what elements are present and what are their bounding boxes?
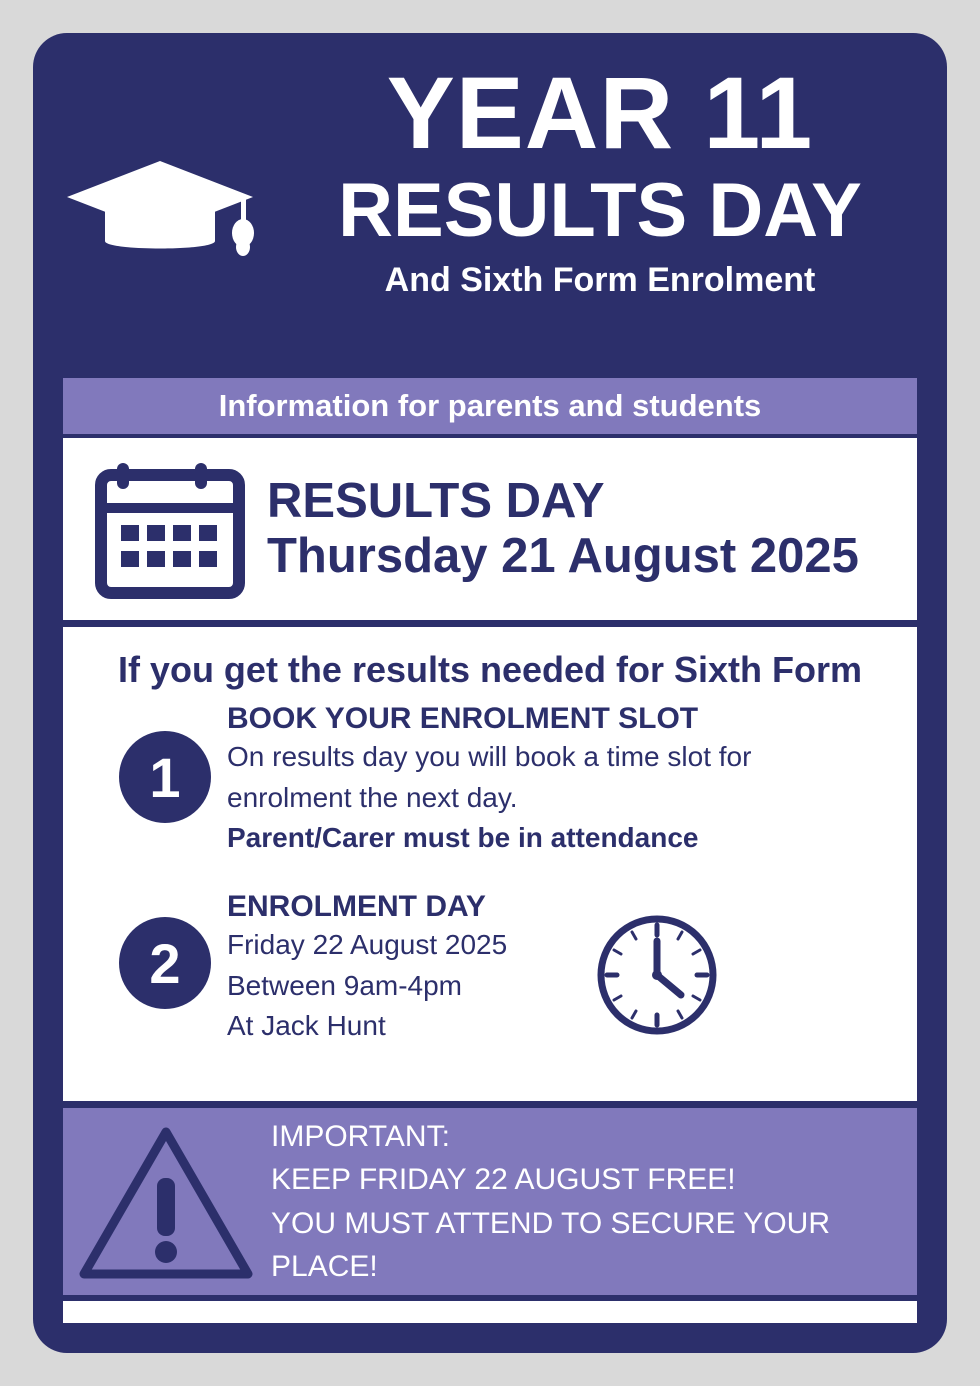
step-2-line-2: Between 9am-4pm xyxy=(227,969,463,1001)
page-title-results-day: RESULTS DAY xyxy=(338,168,862,254)
poster xyxy=(33,33,947,1353)
step-1-title: BOOK YOUR ENROLMENT SLOT xyxy=(227,702,699,735)
step-1-bold-line: Parent/Carer must be in attendance xyxy=(227,822,699,854)
calendar-icon xyxy=(95,459,245,599)
step-2-title: ENROLMENT DAY xyxy=(227,890,486,923)
important-line-2: KEEP FRIDAY 22 AUGUST FREE! xyxy=(271,1163,736,1196)
step-2-line-3: At Jack Hunt xyxy=(227,1010,386,1042)
step-1-line-1: On results day you will book a time slot for xyxy=(227,741,752,772)
important-line-1: IMPORTANT: xyxy=(271,1119,450,1153)
warning-triangle-icon xyxy=(77,1122,255,1282)
important-band xyxy=(63,1108,917,1295)
important-line-3: YOU MUST ATTEND TO SECURE YOUR xyxy=(271,1206,830,1240)
info-bar xyxy=(63,378,917,434)
step-1-line-2: enrolment the next day. xyxy=(227,781,518,813)
important-line-4: PLACE! xyxy=(271,1250,378,1283)
step-1-number: 1 xyxy=(119,731,211,823)
results-date-text xyxy=(267,474,859,584)
step-2 xyxy=(119,889,899,1047)
main-heading: If you get the results needed for Sixth Form xyxy=(117,649,863,690)
title-block xyxy=(263,56,937,300)
info-bar-label: Information for parents and students xyxy=(218,388,762,423)
page-title-year: YEAR 11 xyxy=(386,56,814,170)
step-2-line-1: Friday 22 August 2025 xyxy=(227,929,508,960)
main-panel xyxy=(63,627,917,1101)
poster-header xyxy=(33,33,947,373)
step-2-number: 2 xyxy=(119,917,211,1009)
results-date-line1: RESULTS DAY xyxy=(267,474,605,529)
page-subtitle: And Sixth Form Enrolment xyxy=(384,260,816,299)
graduation-cap-icon xyxy=(65,153,255,263)
results-date-panel xyxy=(63,438,917,620)
step-1 xyxy=(119,701,899,859)
results-date-line2: Thursday 21 August 2025 xyxy=(267,529,859,583)
important-text xyxy=(271,1115,830,1289)
step-1-body xyxy=(227,701,751,859)
bottom-strip xyxy=(63,1301,917,1323)
step-2-body xyxy=(227,889,507,1047)
clock-icon xyxy=(593,911,721,1039)
